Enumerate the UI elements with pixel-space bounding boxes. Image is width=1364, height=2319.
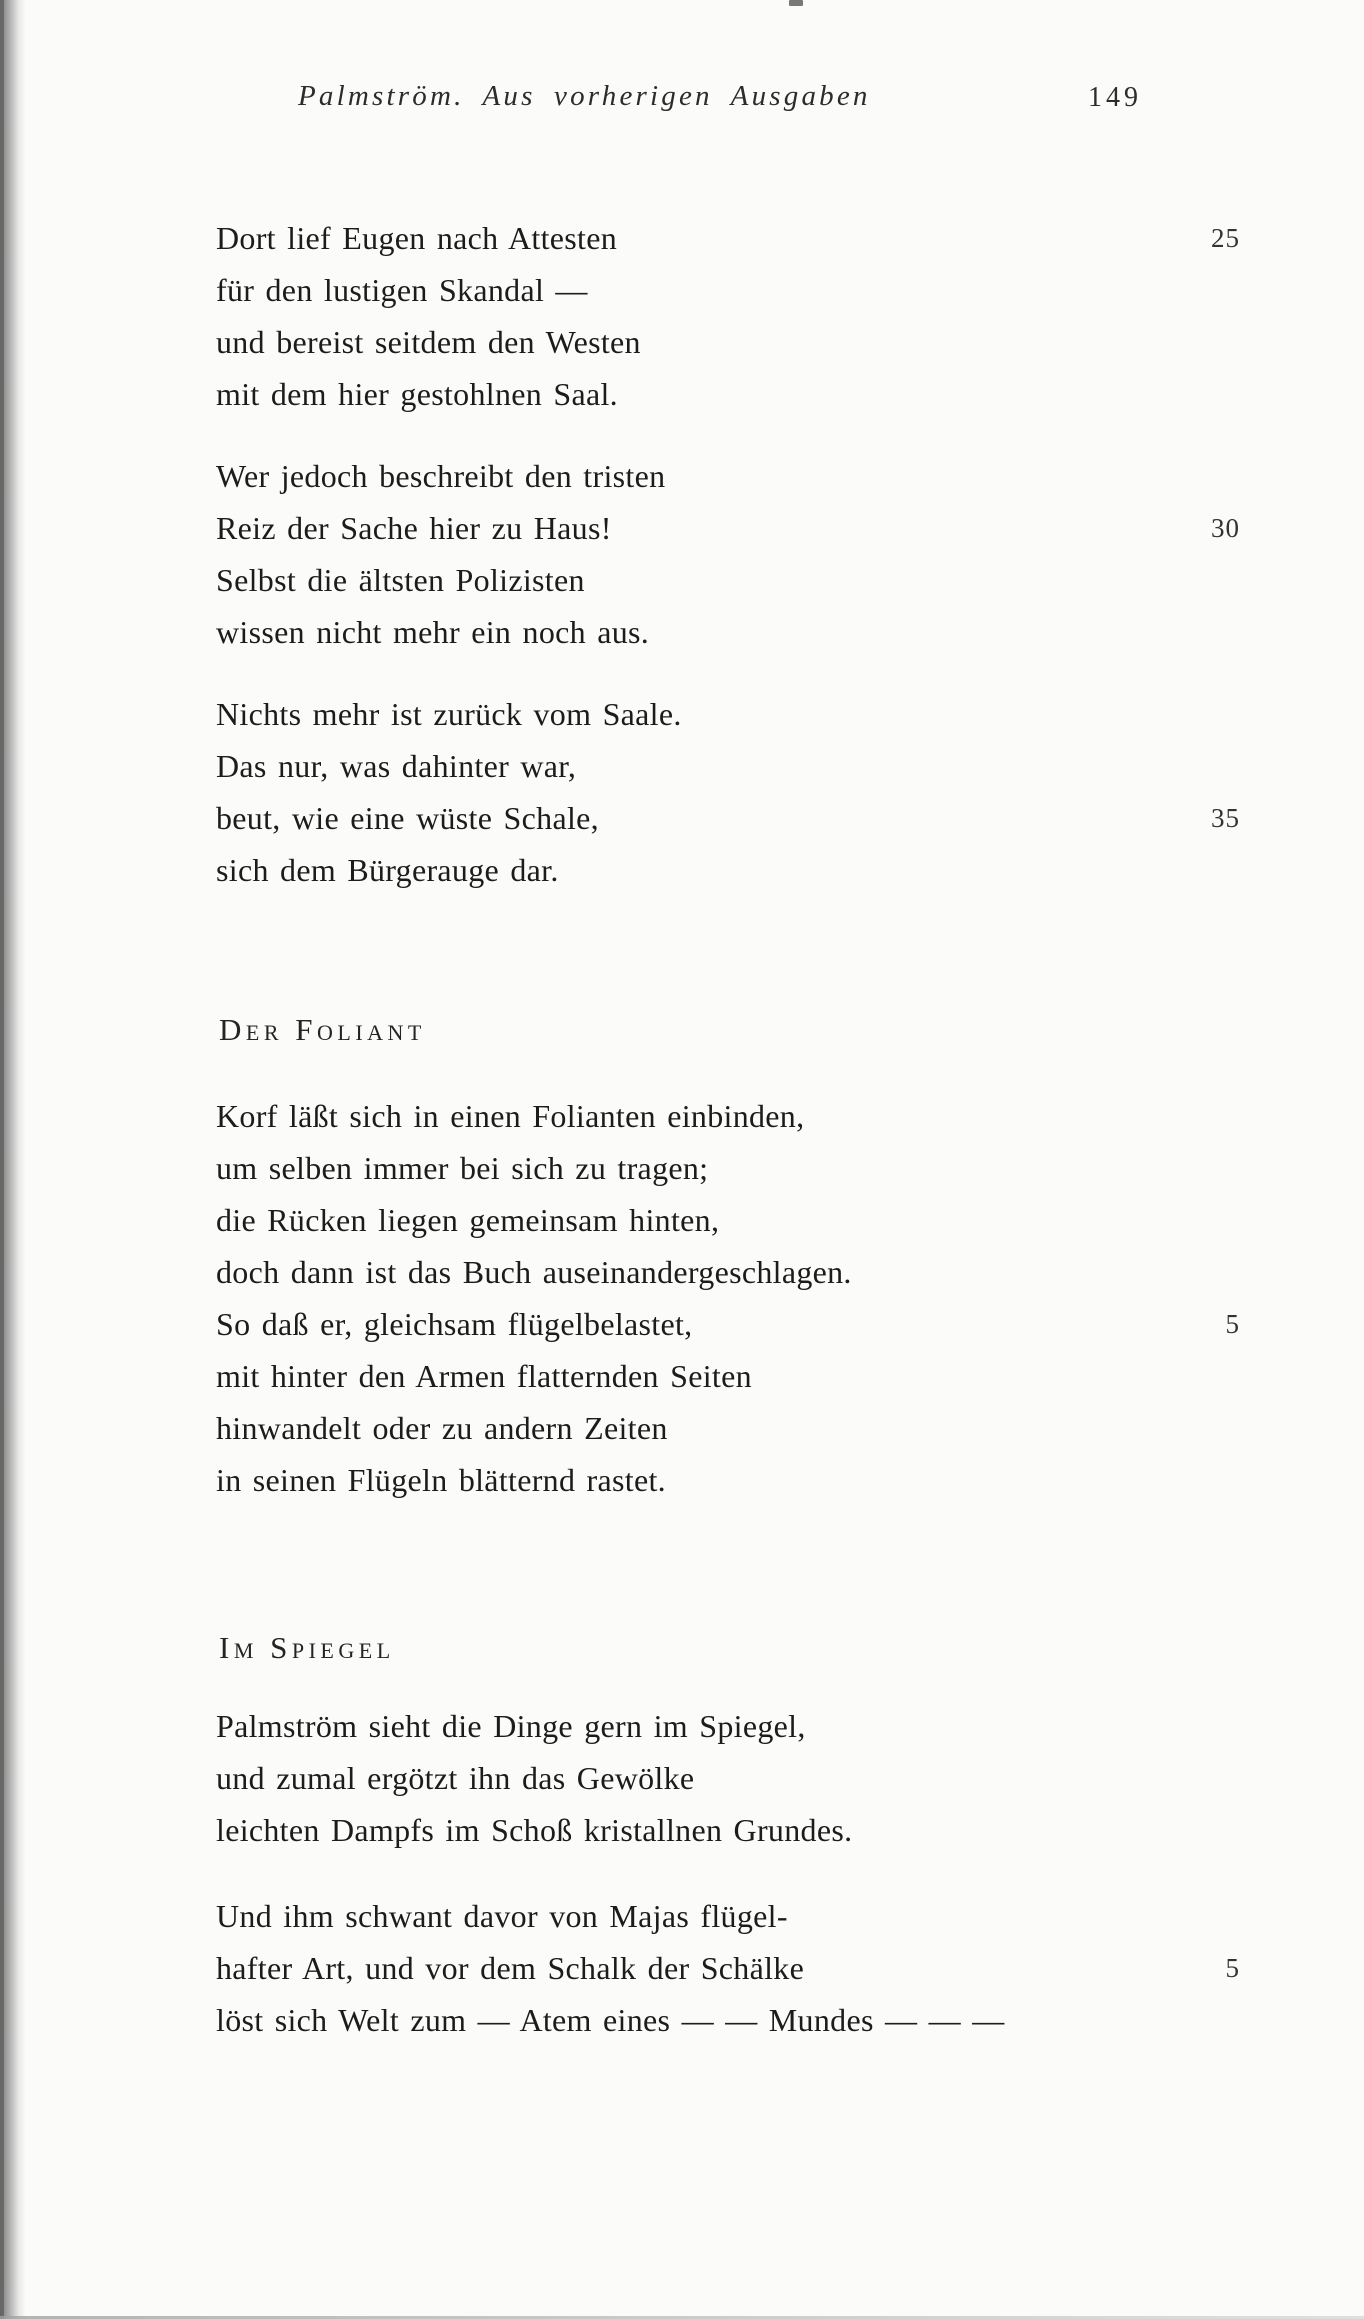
poem-line xyxy=(216,450,1304,502)
poem-line xyxy=(216,1454,1304,1506)
poem-line xyxy=(216,264,1304,316)
poem-line xyxy=(216,1890,1304,1942)
poem-line xyxy=(216,1298,1304,1350)
line-number: 5 xyxy=(1225,1953,1240,1983)
poem-line xyxy=(216,1994,1304,2046)
poem-line-text: löst sich Welt zum — Atem eines — — Mundes — — — xyxy=(216,2002,1005,2038)
poem-line-text: Das nur, was dahinter war, xyxy=(216,748,577,784)
stanza xyxy=(216,212,1304,420)
line-number: 5 xyxy=(1225,1309,1240,1339)
stanza xyxy=(216,1700,1304,1856)
poem-line-text: um selben immer bei sich zu tragen; xyxy=(216,1150,709,1186)
poem-line xyxy=(216,606,1304,658)
stanza xyxy=(216,688,1304,896)
poem-line xyxy=(216,1194,1304,1246)
poem-line-text: mit dem hier gestohlnen Saal. xyxy=(216,376,618,412)
poem-line-text: mit hinter den Armen flatternden Seiten xyxy=(216,1358,752,1394)
poem-line xyxy=(216,1402,1304,1454)
poem-line-text: in seinen Flügeln blätternd rastet. xyxy=(216,1462,666,1498)
poem-line xyxy=(216,740,1304,792)
poem-line xyxy=(216,1350,1304,1402)
poem-line xyxy=(216,554,1304,606)
poem-line-text: So daß er, gleichsam flügelbelastet, xyxy=(216,1306,693,1342)
poem-line-text: die Rücken liegen gemeinsam hinten, xyxy=(216,1202,720,1238)
poem-line-text: Nichts mehr ist zurück vom Saale. xyxy=(216,696,682,732)
scan-artifact xyxy=(789,0,803,6)
poem-line-text: sich dem Bürgerauge dar. xyxy=(216,852,559,888)
poem-line xyxy=(216,1942,1304,1994)
poem-line-text: und bereist seitdem den Westen xyxy=(216,324,641,360)
poem-line-text: Und ihm schwant davor von Majas flügel- xyxy=(216,1898,788,1934)
poem-line xyxy=(216,316,1304,368)
poem-line xyxy=(216,1804,1304,1856)
poem-line-text: Reiz der Sache hier zu Haus! xyxy=(216,510,612,546)
poem-line-text: für den lustigen Skandal — xyxy=(216,272,588,308)
poem-line-text: Wer jedoch beschreibt den tristen xyxy=(216,458,666,494)
line-number: 30 xyxy=(1211,513,1240,543)
poem-title: Im Spiegel xyxy=(219,1630,395,1665)
scan-gutter-edge xyxy=(0,0,4,2319)
poem-line-text: Korf läßt sich in einen Folianten einbinden, xyxy=(216,1098,805,1134)
page-number: 149 xyxy=(1088,82,1142,113)
poem-line xyxy=(216,1246,1304,1298)
poem-line xyxy=(216,368,1304,420)
poem-line-text: Dort lief Eugen nach Attesten xyxy=(216,220,618,256)
poem-line-text: Palmström sieht die Dinge gern im Spiegel, xyxy=(216,1708,806,1744)
poem-line-text: beut, wie eine wüste Schale, xyxy=(216,800,599,836)
stanza xyxy=(216,1890,1304,2046)
poem-line-text: und zumal ergötzt ihn das Gewölke xyxy=(216,1760,695,1796)
poem-line xyxy=(216,1700,1304,1752)
line-number: 25 xyxy=(1211,223,1240,253)
poem-line-text: doch dann ist das Buch auseinandergeschlagen. xyxy=(216,1254,852,1290)
poem-line xyxy=(216,502,1304,554)
poem-line-text: hafter Art, und vor dem Schalk der Schälke xyxy=(216,1950,805,1986)
poem-line xyxy=(216,688,1304,740)
stanza xyxy=(216,1090,1304,1506)
poem-line-text: leichten Dampfs im Schoß kristallnen Grundes. xyxy=(216,1812,853,1848)
stanza xyxy=(216,450,1304,658)
running-header-title: Palmström. Aus vorherigen Ausgaben xyxy=(298,80,871,112)
poem-line-text: Selbst die ältsten Polizisten xyxy=(216,562,585,598)
poem-line xyxy=(216,1090,1304,1142)
poem-line xyxy=(216,1752,1304,1804)
poem-line xyxy=(216,792,1304,844)
poem-line xyxy=(216,212,1304,264)
line-number: 35 xyxy=(1211,803,1240,833)
poem-title: Der Foliant xyxy=(219,1012,426,1047)
poem-line-text: wissen nicht mehr ein noch aus. xyxy=(216,614,650,650)
poem-line xyxy=(216,1142,1304,1194)
poem-line xyxy=(216,844,1304,896)
poem-line-text: hinwandelt oder zu andern Zeiten xyxy=(216,1410,668,1446)
